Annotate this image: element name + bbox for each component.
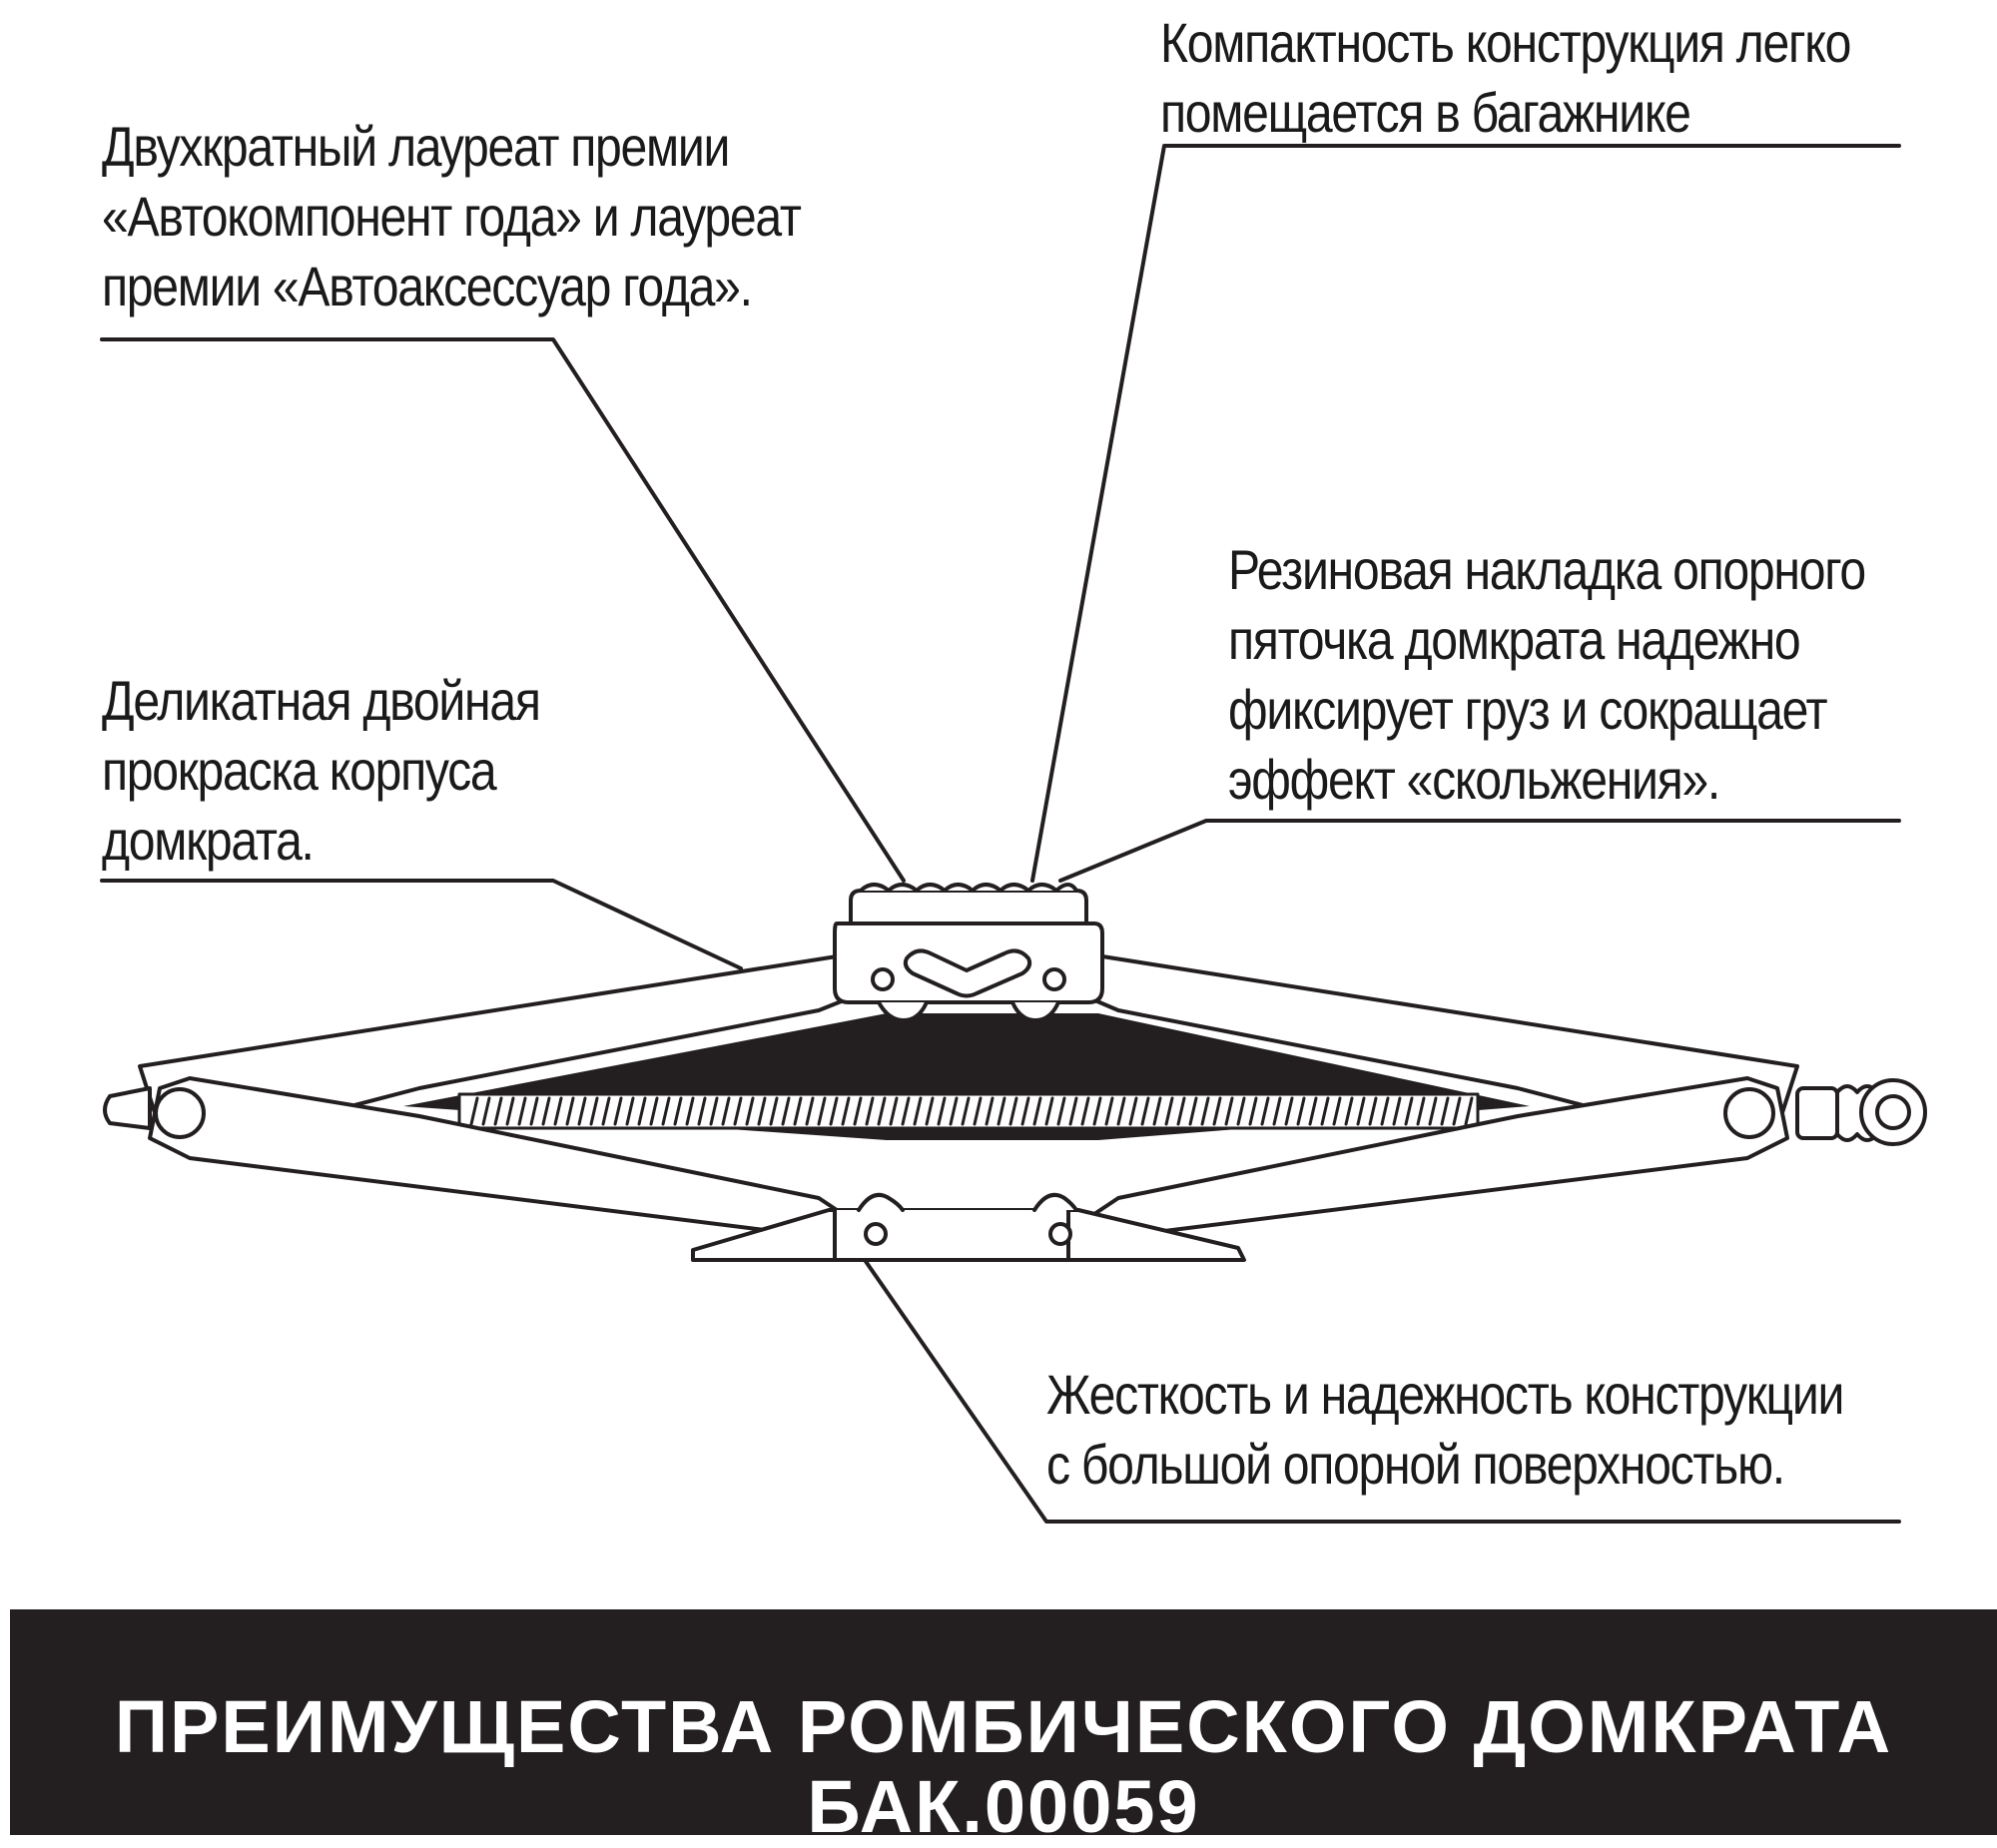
scissor-jack xyxy=(105,885,1925,1260)
leader-rigid xyxy=(865,1260,1899,1522)
leader-award xyxy=(102,339,904,881)
leader-rubber xyxy=(1060,821,1899,881)
jack-base-hole-left xyxy=(866,1224,886,1244)
jack-screw-eye-inner xyxy=(1877,1096,1909,1128)
callout-rubber-line-3: фиксирует груз и сокращает xyxy=(1228,678,1827,741)
jack-rubber-pad-ribs xyxy=(861,885,1076,891)
callout-paint-line-3: домкрата. xyxy=(102,809,314,872)
jack-screw-nut xyxy=(1797,1088,1837,1138)
leader-compact xyxy=(1032,146,1899,881)
jack-left-pivot xyxy=(156,1089,204,1137)
callout-compact-line-2: помещается в багажнике xyxy=(1160,81,1690,144)
jack-base-lugs xyxy=(859,1195,1076,1210)
title-banner xyxy=(10,1609,1997,1848)
jack-base-hole-right xyxy=(1050,1224,1070,1244)
callout-rubber-line-2: пяточка домкрата надежно xyxy=(1228,608,1800,671)
callout-rigid-line-2: с большой опорной поверхностью. xyxy=(1046,1433,1784,1496)
callout-rigid-line-1: Жесткость и надежность конструкции xyxy=(1046,1363,1844,1426)
jack-rubber-pad xyxy=(851,891,1086,924)
callout-award-line-3: премии «Автоаксессуар года». xyxy=(102,255,752,317)
jack-saddle-hole-right xyxy=(1044,969,1064,989)
callout-paint-line-1: Деликатная двойная xyxy=(102,669,540,732)
callout-rubber-line-1: Резиновая накладка опорного xyxy=(1228,538,1865,601)
banner-title: ПРЕИМУЩЕСТВА РОМБИЧЕСКОГО ДОМКРАТА БАК.00059 xyxy=(114,1685,1893,1848)
callout-compact-line-1: Компактность конструкция легко xyxy=(1160,11,1851,74)
callout-award-line-2: «Автокомпонент года» и лауреат xyxy=(102,185,801,248)
jack-right-pivot xyxy=(1725,1089,1773,1137)
leader-lines xyxy=(102,146,1899,1522)
jack-saddle-hole-left xyxy=(873,969,893,989)
jack-left-end xyxy=(105,1088,150,1128)
callout-paint-line-2: прокраска корпуса xyxy=(102,739,496,802)
callout-rubber-line-4: эффект «скольжения». xyxy=(1228,748,1720,811)
leader-paint xyxy=(102,881,741,968)
callout-award-line-1: Двухкратный лауреат премии xyxy=(102,115,730,178)
